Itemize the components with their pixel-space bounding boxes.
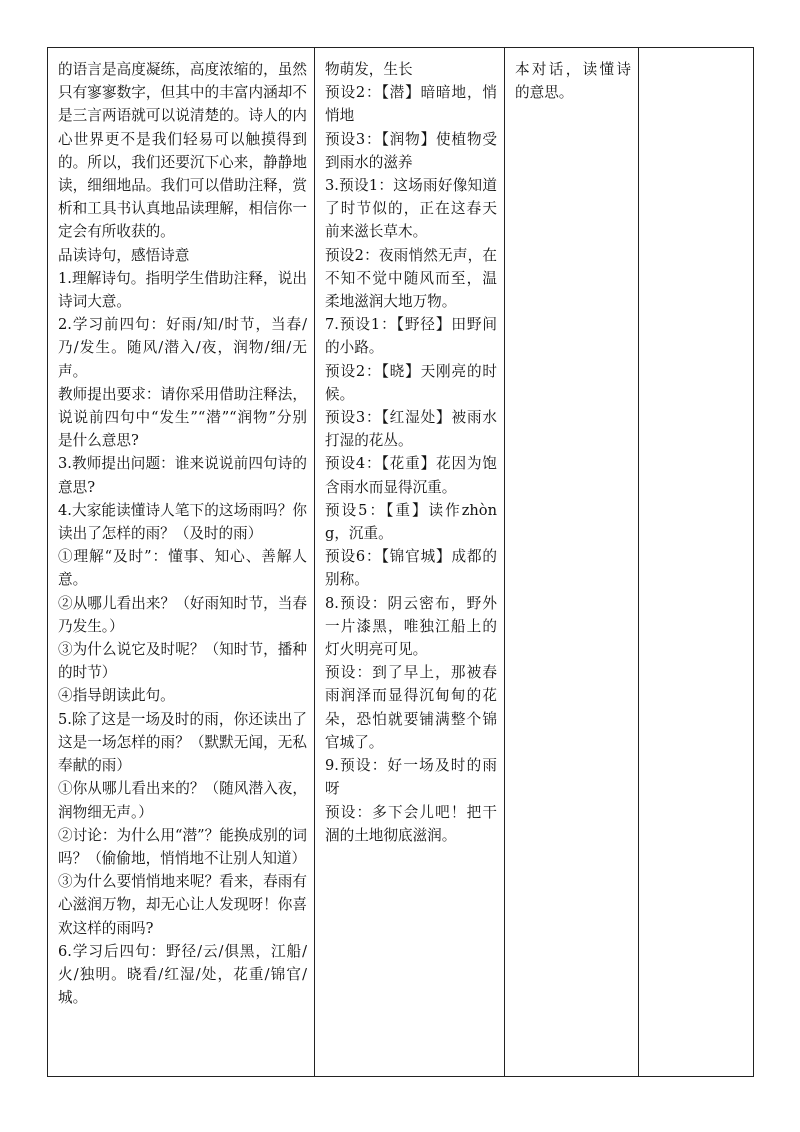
table-row xyxy=(48,48,754,1077)
paragraph: 预设5：【重】读作zhòng，沉重。 xyxy=(325,501,497,543)
student-activity-cell xyxy=(315,48,505,1077)
paragraph: 预设2：夜雨悄然无声，在不知不觉中随风而至，温柔地滋润大地万物。 xyxy=(325,246,497,311)
paragraph: 2.学习前四句：好雨/知/时节，当春/乃/发生。随风/潜入/夜，润物/细/无声。 xyxy=(58,316,307,380)
teaching-process-cell xyxy=(48,48,315,1077)
paragraph: ④指导朗读此句。 xyxy=(58,687,175,705)
paragraph: 的语言是高度凝练，高度浓缩的，虽然只有寥寥数字，但其中的丰富内涵却不是三言两语就可以说清楚的。诗人的内心世界更不是我们轻易可以触摸得到的。所以，我们还要沉下心来，静静地读，细细地品。我们可以借助注释，赏析和工具书认真地品读理解，相信你一定会有所收获的。 xyxy=(58,61,307,241)
paragraph: 1.理解诗句。指明学生借助注释，说出诗词大意。 xyxy=(58,269,307,311)
paragraph: ①理解“及时”：懂事、知心、善解人意。 xyxy=(58,548,307,589)
design-intent-cell xyxy=(505,48,639,1077)
paragraph: 9.预设：好一场及时的雨呀 xyxy=(325,757,497,798)
paragraph: 3.教师提出问题：谁来说说前四句诗的意思? xyxy=(58,455,307,496)
paragraph: 7.预设1：【野径】田野间的小路。 xyxy=(325,316,497,357)
paragraph: ③为什么要悄悄地来呢？看来，春雨有心滋润万物，却无心让人发现呀！你喜欢这样的雨吗? xyxy=(58,873,307,937)
paragraph: 预设2：【潜】暗暗地，悄悄地 xyxy=(325,84,497,125)
paragraph: 本对话，读懂诗的意思。 xyxy=(515,61,631,102)
paragraph: ③为什么说它及时呢？（知时节，播种的时节） xyxy=(58,641,307,682)
paragraph: 5.除了这是一场及时的雨，你还读出了这是一场怎样的雨？（默默无闻，无私奉献的雨） xyxy=(58,710,307,775)
paragraph: ②从哪儿看出来？（好雨知时节，当春乃发生。） xyxy=(58,594,307,635)
section-heading: 品读诗句，感悟诗意 xyxy=(58,246,190,264)
paragraph: ①你从哪儿看出来的？（随风潜入夜，润物细无声。） xyxy=(58,780,307,821)
lesson-plan-table xyxy=(47,47,754,1077)
paragraph: 8.预设：阴云密布，野外一片漆黑，唯独江船上的灯火明亮可见。 xyxy=(325,594,497,659)
paragraph: 教师提出要求：请你采用借助注释法，说说前四句中“发生”“潜”“润物”分别是什么意思? xyxy=(58,385,307,450)
paragraph: 物萌发，生长 xyxy=(325,61,413,78)
notes-cell xyxy=(639,48,754,1077)
paragraph: 预设3：【润物】使植物受到雨水的滋养 xyxy=(325,130,497,171)
paragraph: 预设3：【红湿处】被雨水打湿的花丛。 xyxy=(325,409,497,450)
paragraph: 预设4：【花重】花因为饱含雨水而显得沉重。 xyxy=(325,455,497,496)
paragraph: 预设：到了早上，那被春雨润泽而显得沉甸甸的花朵，恐怕就要铺满整个锦官城了。 xyxy=(325,664,497,751)
paragraph: 6.学习后四句：野径/云/俱黑，江船/火/独明。晓看/红湿/处，花重/锦官/城。 xyxy=(58,942,307,1007)
paragraph: 预设6：【锦官城】成都的别称。 xyxy=(325,548,497,589)
paragraph: 预设：多下会儿吧！把干涸的土地彻底滋润。 xyxy=(325,803,497,844)
paragraph: ②讨论：为什么用“潜”？能换成别的词吗？（偷偷地，悄悄地不让别人知道） xyxy=(58,826,307,867)
paragraph: 预设2：【晓】天刚亮的时候。 xyxy=(325,362,497,403)
paragraph: 3.预设1：这场雨好像知道了时节似的，正在这春天前来滋长草木。 xyxy=(325,177,497,241)
paragraph: 4.大家能读懂诗人笔下的这场雨吗？你读出了怎样的雨？（及时的雨） xyxy=(58,501,307,543)
